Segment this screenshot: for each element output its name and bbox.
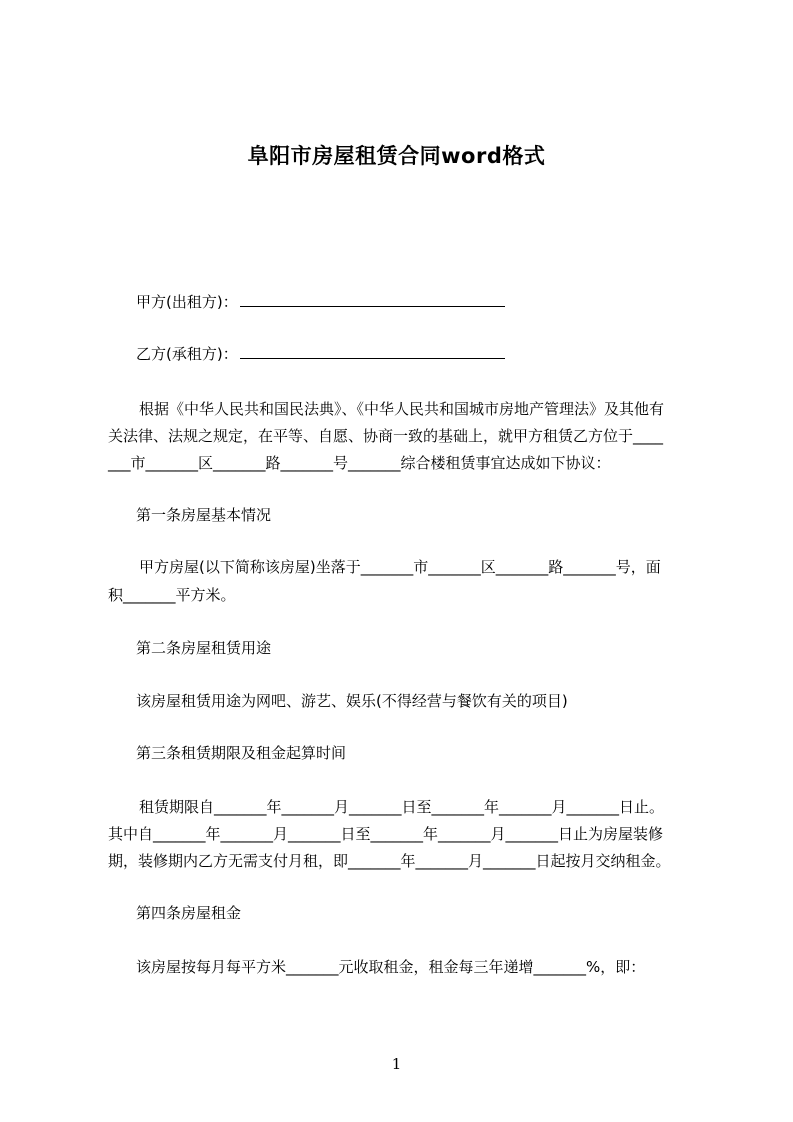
- party-a-line: [136, 287, 505, 317]
- party-b-label: 乙方(承租方)：: [136, 345, 238, 363]
- intro-line-2: 关法律、法规之规定，在平等、自愿、协商一致的基础上，就甲方租赁乙方位于____: [108, 427, 664, 445]
- party-a-blank: [240, 289, 505, 307]
- document-title: 阜阳市房屋租赁合同word格式: [247, 144, 546, 168]
- page-number: 1: [391, 1055, 402, 1073]
- article-2-line-1: 该房屋租赁用途为网吧、游艺、娱乐(不得经营与餐饮有关的项目): [136, 692, 568, 710]
- party-b-blank: [240, 341, 505, 359]
- party-b-line: [136, 339, 505, 369]
- article-4-heading: 第四条房屋租金: [136, 904, 242, 922]
- article-4-line-1: 该房屋按每月每平方米_______元收取租金，租金每三年递增_______%，即：: [136, 958, 646, 976]
- intro-line-3: ___市_______区_______路_______号_______综合楼租赁事宜达成如下协议：: [108, 454, 611, 472]
- intro-line-1: 根据《中华人民共和国民法典》、《中华人民共和国城市房地产管理法》及其他有: [139, 400, 665, 418]
- article-2-heading: 第二条房屋租赁用途: [136, 639, 272, 657]
- article-1-line-2: 积_______平方米。: [108, 586, 236, 604]
- article-1-line-1: 甲方房屋(以下简称该房屋)坐落于_______市_______区_______路_______号，面: [139, 558, 661, 576]
- article-3-heading: 第三条租赁期限及租金起算时间: [136, 744, 347, 762]
- party-a-label: 甲方(出租方)：: [136, 293, 238, 311]
- article-3-line-2: 其中自_______年_______月_______日至_______年_______月_______日止为房屋装修: [108, 825, 664, 843]
- article-3-line-3: 期，装修期内乙方无需支付月租，即_______年_______月_______日起按月交纳租金。: [108, 852, 671, 870]
- article-3-line-1: 租赁期限自_______年_______月_______日至_______年_______月_______日止。: [139, 798, 665, 816]
- article-1-heading: 第一条房屋基本情况: [136, 506, 272, 524]
